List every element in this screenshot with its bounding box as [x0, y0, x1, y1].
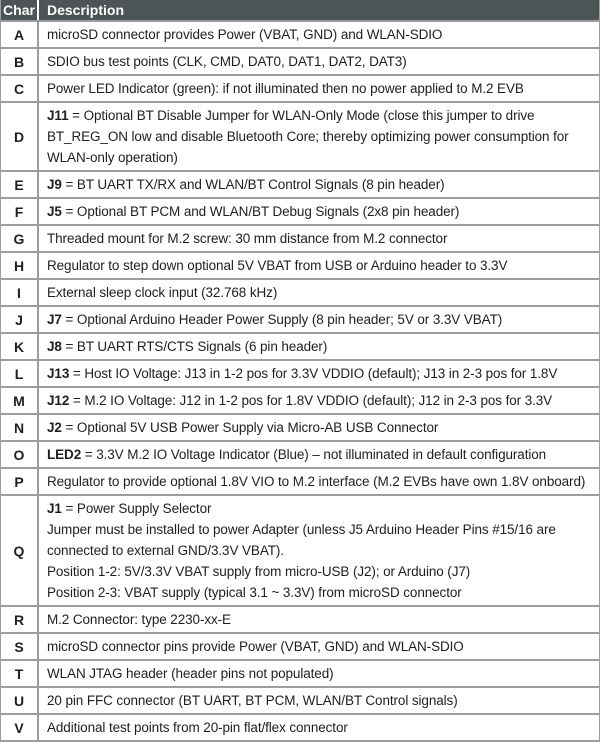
row-char: N: [1, 415, 39, 440]
table-row: [1, 388, 599, 415]
description-paragraph: J13 = Host IO Voltage: J13 in 1-2 pos for 3.3V VDDIO (default); J13 in 2-3 pos for 1.8V: [47, 366, 558, 381]
description-paragraph: LED2 = 3.3V M.2 IO Voltage Indicator (Blue) – not illuminated in default configuration: [47, 447, 547, 462]
row-description: [39, 361, 599, 386]
table-row: [1, 634, 599, 661]
description-paragraph: 20 pin FFC connector (BT UART, BT PCM, WLAN/BT Control signals): [47, 693, 458, 708]
description-paragraph: J2 = Optional 5V USB Power Supply via Micro-AB USB Connector: [47, 420, 439, 435]
row-char: H: [1, 253, 39, 278]
table-row: [1, 76, 599, 103]
description-paragraph: J12 = M.2 IO Voltage: J12 in 1-2 pos for 1.8V VDDIO (default); J12 in 2-3 pos for 3.3V: [47, 393, 553, 408]
table-row: [1, 280, 599, 307]
row-description: [39, 22, 599, 47]
row-description: [39, 442, 599, 467]
description-paragraph: J5 = Optional BT PCM and WLAN/BT Debug Signals (2x8 pin header): [47, 204, 460, 219]
row-char: P: [1, 469, 39, 494]
description-paragraph: J1 = Power Supply Selector: [47, 501, 212, 516]
row-description: [39, 607, 599, 632]
table-row: [1, 199, 599, 226]
row-char: O: [1, 442, 39, 467]
description-paragraph: Position 2-3: VBAT supply (typical 3.1 ~ 3.3V) from microSD connector: [47, 585, 462, 600]
table-row: [1, 442, 599, 469]
description-paragraph: Regulator to provide optional 1.8V VIO to M.2 interface (M.2 EVBs have own 1.8V onboard): [47, 474, 586, 489]
row-char: L: [1, 361, 39, 386]
table-row: [1, 172, 599, 199]
column-header-char: Char: [1, 0, 39, 20]
description-paragraph: Regulator to step down optional 5V VBAT from USB or Arduino header to 3.3V: [47, 258, 508, 273]
description-paragraph: microSD connector pins provide Power (VBAT, GND) and WLAN-SDIO: [47, 639, 464, 654]
row-char: T: [1, 661, 39, 686]
row-char: Q: [1, 496, 39, 605]
table-row: [1, 103, 599, 172]
description-paragraph: Additional test points from 20-pin flat/flex connector: [47, 720, 348, 735]
table-row: [1, 607, 599, 634]
table-header-row: [1, 0, 599, 22]
row-char: G: [1, 226, 39, 251]
row-char: S: [1, 634, 39, 659]
row-char: I: [1, 280, 39, 305]
table-row: [1, 661, 599, 688]
table-row: [1, 715, 599, 742]
row-char: E: [1, 172, 39, 197]
table-row: [1, 334, 599, 361]
table-row: [1, 22, 599, 49]
row-char: M: [1, 388, 39, 413]
row-char: B: [1, 49, 39, 74]
row-char: V: [1, 715, 39, 740]
description-paragraph: Jumper must be installed to power Adapter (unless J5 Arduino Header Pins #15/16 are connected to external GND/3.3V VBAT).: [47, 522, 556, 558]
description-paragraph: SDIO bus test points (CLK, CMD, DAT0, DAT1, DAT2, DAT3): [47, 54, 407, 69]
table-row: [1, 415, 599, 442]
row-description: [39, 199, 599, 224]
row-description: [39, 103, 599, 170]
row-description: [39, 661, 599, 686]
description-paragraph: Position 1-2: 5V/3.3V VBAT supply from micro-USB (J2); or Arduino (J7): [47, 564, 471, 579]
description-paragraph: Power LED Indicator (green): if not illuminated then no power applied to M.2 EVB: [47, 81, 524, 96]
row-char: J: [1, 307, 39, 332]
description-paragraph: J7 = Optional Arduino Header Power Supply (8 pin header; 5V or 3.3V VBAT): [47, 312, 503, 327]
row-description: [39, 76, 599, 101]
row-description: [39, 715, 599, 740]
table-row: [1, 307, 599, 334]
row-description: [39, 226, 599, 251]
row-char: U: [1, 688, 39, 713]
description-paragraph: J11 = Optional BT Disable Jumper for WLAN-Only Mode (close this jumper to drive BT_REG_ON low and disable Bluetooth Core; thereby optimizing power consumption for WLAN-only operation): [47, 108, 569, 165]
table-row: [1, 688, 599, 715]
description-paragraph: J8 = BT UART RTS/CTS Signals (6 pin header): [47, 339, 328, 354]
row-char: C: [1, 76, 39, 101]
description-paragraph: J9 = BT UART TX/RX and WLAN/BT Control Signals (8 pin header): [47, 177, 445, 192]
row-description: [39, 496, 599, 605]
description-paragraph: M.2 Connector: type 2230-xx-E: [47, 612, 231, 627]
table-row: [1, 496, 599, 607]
row-description: [39, 388, 599, 413]
table-row: [1, 49, 599, 76]
row-description: [39, 415, 599, 440]
table-row: [1, 253, 599, 280]
row-description: [39, 688, 599, 713]
row-description: [39, 253, 599, 278]
row-char: K: [1, 334, 39, 359]
table-row: [1, 469, 599, 496]
row-description: [39, 172, 599, 197]
row-char: F: [1, 199, 39, 224]
row-char: R: [1, 607, 39, 632]
row-description: [39, 334, 599, 359]
row-description: [39, 307, 599, 332]
column-header-description: Description: [47, 2, 125, 18]
row-description: [39, 469, 599, 494]
description-paragraph: Threaded mount for M.2 screw: 30 mm distance from M.2 connector: [47, 231, 448, 246]
table-row: [1, 226, 599, 253]
description-paragraph: External sleep clock input (32.768 kHz): [47, 285, 278, 300]
row-description: [39, 634, 599, 659]
row-char: D: [1, 103, 39, 170]
row-description: [39, 280, 599, 305]
description-paragraph: microSD connector provides Power (VBAT, GND) and WLAN-SDIO: [47, 27, 443, 42]
row-description: [39, 49, 599, 74]
description-paragraph: WLAN JTAG header (header pins not populated): [47, 666, 334, 681]
row-char: A: [1, 22, 39, 47]
table-row: [1, 361, 599, 388]
